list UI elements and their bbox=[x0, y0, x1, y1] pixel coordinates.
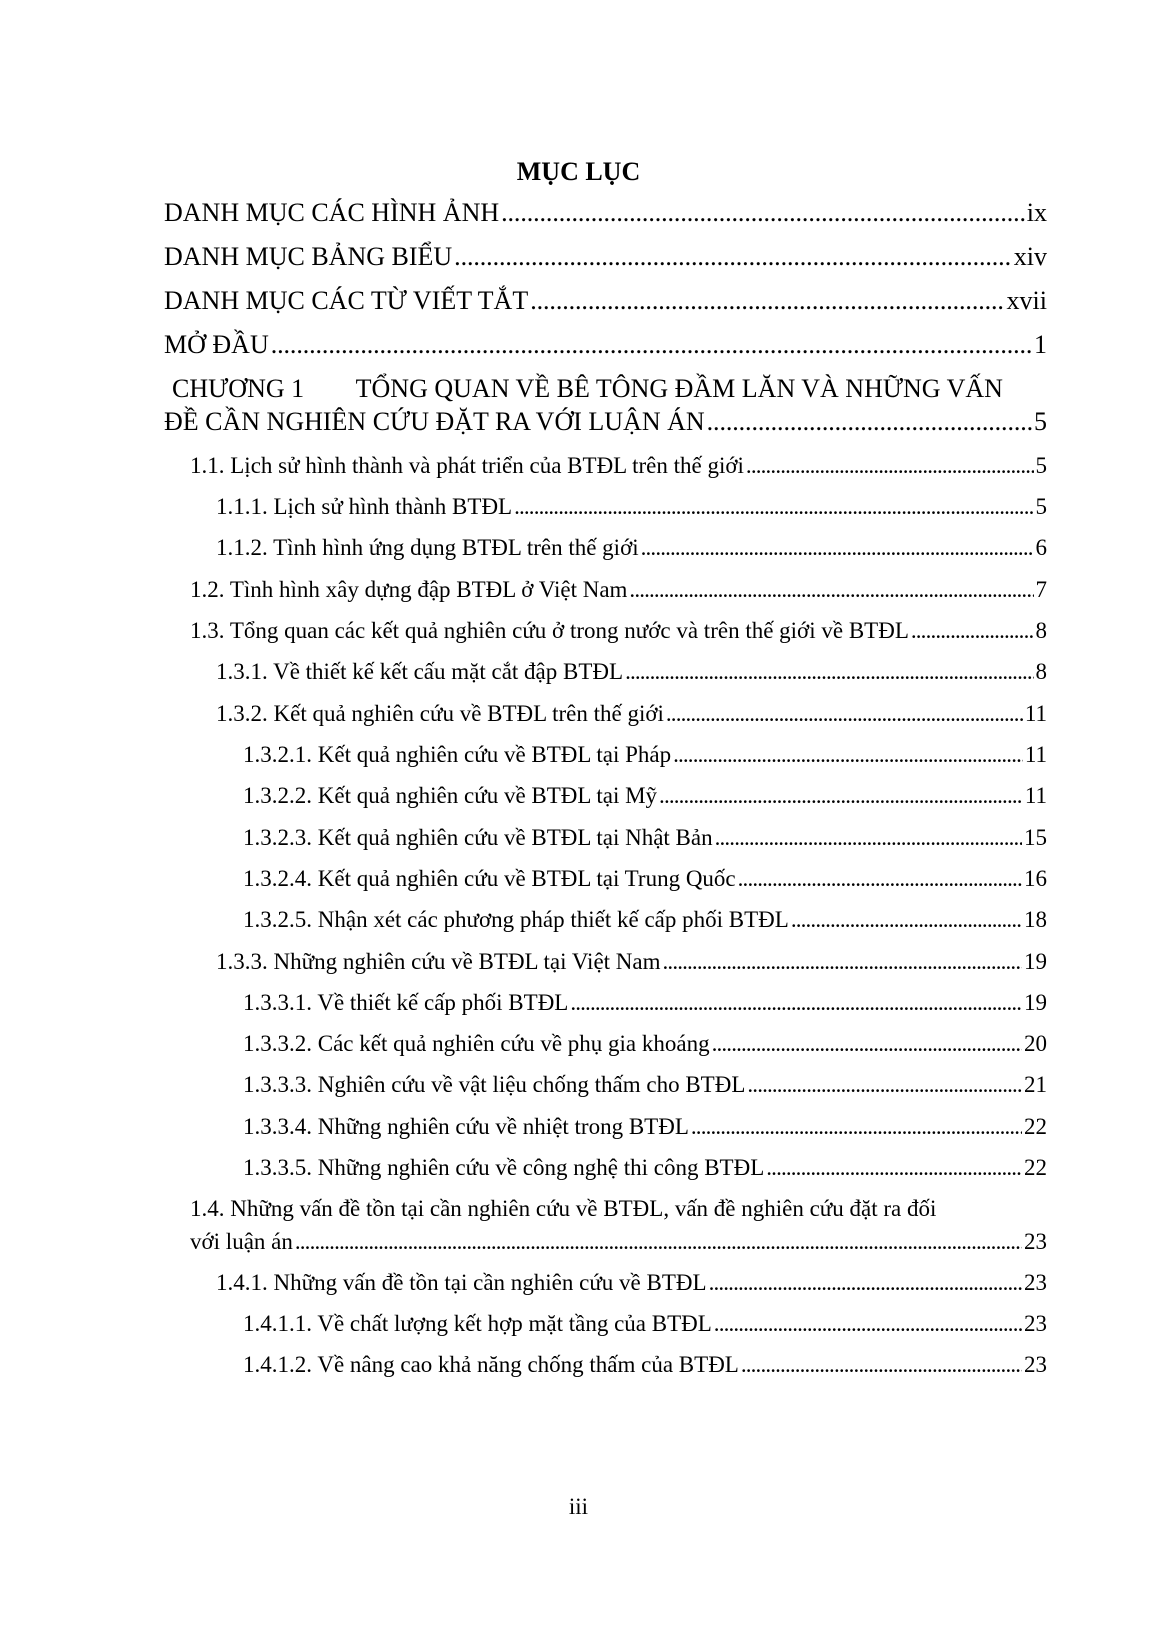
toc-entry-label: 1.3.2.2. Kết quả nghiên cứu về BTĐL tại Mỹ bbox=[243, 783, 658, 808]
toc-entry-abbreviations[interactable] bbox=[164, 284, 1047, 318]
toc-entry-page: 1 bbox=[1034, 330, 1047, 359]
toc-entry-page: 23 bbox=[1024, 1270, 1047, 1295]
toc-entry-page: 8 bbox=[1035, 618, 1047, 643]
toc-entry-page: 15 bbox=[1024, 825, 1047, 850]
toc-entry-label: 1.3.3. Những nghiên cứu về BTĐL tại Việt Nam bbox=[216, 949, 661, 974]
toc-entry-1-4[interactable] bbox=[190, 1227, 1047, 1257]
toc-entry-page: 19 bbox=[1024, 990, 1047, 1015]
toc-entry-label: 1.3. Tổng quan các kết quả nghiên cứu ở trong nước và trên thế giới về BTĐL bbox=[190, 618, 909, 643]
toc-entry-page: 20 bbox=[1024, 1031, 1047, 1056]
dot-leader bbox=[570, 988, 1022, 1018]
toc-entry-label: 1.3.2.4. Kết quả nghiên cứu về BTĐL tại Trung Quốc bbox=[243, 866, 736, 891]
toc-entry-page: 11 bbox=[1024, 701, 1047, 726]
toc-entry-1-3[interactable] bbox=[190, 616, 1047, 646]
dot-leader bbox=[629, 575, 1033, 605]
toc-entry-label: 1.3.2.5. Nhận xét các phương pháp thiết kế cấp phối BTĐL bbox=[243, 907, 789, 932]
dot-leader bbox=[530, 284, 1004, 318]
toc-entry-1-4-1-1[interactable] bbox=[243, 1309, 1047, 1339]
toc-entry-page: 23 bbox=[1024, 1229, 1047, 1254]
dot-leader bbox=[641, 533, 1034, 563]
dot-leader bbox=[295, 1227, 1022, 1257]
toc-entry-page: 11 bbox=[1024, 742, 1047, 767]
toc-entry-1-3-3-1[interactable] bbox=[243, 988, 1047, 1018]
toc-entry-label: 1.3.2.3. Kết quả nghiên cứu về BTĐL tại Nhật Bản bbox=[243, 825, 713, 850]
toc-entry-1-3-3-3[interactable] bbox=[243, 1070, 1047, 1100]
toc-entry-1-3-2-3[interactable] bbox=[243, 823, 1047, 853]
dot-leader bbox=[712, 1029, 1022, 1059]
toc-entry-label: 1.3.3.3. Nghiên cứu về vật liệu chống thấm cho BTĐL bbox=[243, 1072, 746, 1097]
dot-leader bbox=[691, 1112, 1022, 1142]
toc-entry-page: 23 bbox=[1024, 1311, 1047, 1336]
toc-entry-1-4-1[interactable] bbox=[216, 1268, 1047, 1298]
toc-entry-label: 1.4.1.1. Về chất lượng kết hợp mặt tầng của BTĐL bbox=[243, 1311, 712, 1336]
toc-entry-label: 1.2. Tình hình xây dựng đập BTĐL ở Việt Nam bbox=[190, 577, 628, 602]
dot-leader bbox=[766, 1153, 1022, 1183]
toc-entry-chapter1[interactable] bbox=[164, 405, 1047, 439]
toc-entry-page: 11 bbox=[1024, 783, 1047, 808]
toc-entry-1-1[interactable] bbox=[190, 451, 1047, 481]
toc-entry-label: 1.3.3.1. Về thiết kế cấp phối BTĐL bbox=[243, 990, 569, 1015]
toc-entry-page: 5 bbox=[1035, 453, 1047, 478]
toc-entry-1-3-2-4[interactable] bbox=[243, 864, 1047, 894]
toc-entry-page: xvii bbox=[1006, 286, 1047, 315]
toc-entry-1-3-3[interactable] bbox=[216, 947, 1047, 977]
toc-entry-1-3-1[interactable] bbox=[216, 657, 1047, 687]
toc-entry-label: 1.4.1. Những vấn đề tồn tại cần nghiên cứu về BTĐL bbox=[216, 1270, 707, 1295]
toc-entry-1-2[interactable] bbox=[190, 575, 1047, 605]
toc-entry-1-3-2-1[interactable] bbox=[243, 740, 1047, 770]
toc-entry-1-3-2-2[interactable] bbox=[243, 781, 1047, 811]
toc-entry-page: 22 bbox=[1024, 1114, 1047, 1139]
toc-entry-1-4-1-2[interactable] bbox=[243, 1350, 1047, 1380]
toc-entry-1-3-3-5[interactable] bbox=[243, 1153, 1047, 1183]
page-number: iii bbox=[568, 1494, 589, 1519]
dot-leader bbox=[741, 1350, 1022, 1380]
toc-entry-chapter1-line1[interactable]: CHƯƠNG 1 TỔNG QUAN VỀ BÊ TÔNG ĐẦM LĂN VÀ NHỮNG VẤN bbox=[172, 374, 1003, 403]
page-title: MỤC LỤC bbox=[516, 157, 641, 186]
toc-entry-label: DANH MỤC CÁC HÌNH ẢNH bbox=[164, 198, 500, 227]
dot-leader bbox=[746, 451, 1034, 481]
dot-leader bbox=[659, 781, 1023, 811]
dot-leader bbox=[666, 699, 1023, 729]
toc-entry-label: 1.1.2. Tình hình ứng dụng BTĐL trên thế giới bbox=[216, 535, 639, 560]
dot-leader bbox=[625, 657, 1033, 687]
dot-leader bbox=[673, 740, 1023, 770]
toc-entry-page: 5 bbox=[1035, 494, 1047, 519]
toc-entry-label: DANH MỤC BẢNG BIỂU bbox=[164, 242, 453, 271]
toc-entry-1-1-1[interactable] bbox=[216, 492, 1047, 522]
dot-leader bbox=[663, 947, 1022, 977]
toc-entry-label: DANH MỤC CÁC TỪ VIẾT TẮT bbox=[164, 286, 529, 315]
toc-entry-1-3-2[interactable] bbox=[216, 699, 1047, 729]
toc-entry-label: 1.3.3.5. Những nghiên cứu về công nghệ thi công BTĐL bbox=[243, 1155, 765, 1180]
toc-entry-1-3-3-4[interactable] bbox=[243, 1112, 1047, 1142]
toc-entry-label: 1.3.2. Kết quả nghiên cứu về BTĐL trên thế giới bbox=[216, 701, 664, 726]
toc-entry-page: 21 bbox=[1024, 1072, 1047, 1097]
toc-entry-page: 23 bbox=[1024, 1352, 1047, 1377]
toc-entry-label: 1.3.3.4. Những nghiên cứu về nhiệt trong BTĐL bbox=[243, 1114, 689, 1139]
toc-entry-page: 16 bbox=[1024, 866, 1047, 891]
toc-entry-1-3-2-5[interactable] bbox=[243, 905, 1047, 935]
dot-leader bbox=[747, 1070, 1022, 1100]
toc-entry-list-of-tables[interactable] bbox=[164, 240, 1047, 274]
dot-leader bbox=[454, 240, 1012, 274]
toc-entry-page: 18 bbox=[1024, 907, 1047, 932]
toc-entry-page: 19 bbox=[1024, 949, 1047, 974]
toc-entry-label: 1.4.1.2. Về nâng cao khả năng chống thấm của BTĐL bbox=[243, 1352, 739, 1377]
dot-leader bbox=[709, 1268, 1022, 1298]
toc-entry-page: 5 bbox=[1034, 407, 1047, 436]
toc-entry-label: 1.3.2.1. Kết quả nghiên cứu về BTĐL tại Pháp bbox=[243, 742, 672, 767]
toc-entry-page: 6 bbox=[1035, 535, 1047, 560]
toc-entry-page: xiv bbox=[1013, 242, 1047, 271]
toc-entry-page: 8 bbox=[1035, 659, 1047, 684]
toc-entry-label: 1.3.3.2. Các kết quả nghiên cứu về phụ gia khoáng bbox=[243, 1031, 710, 1056]
dot-leader bbox=[715, 823, 1022, 853]
toc-entry-label: MỞ ĐẦU bbox=[164, 330, 269, 359]
dot-leader bbox=[738, 864, 1022, 894]
toc-entry-label: ĐỀ CẦN NGHIÊN CỨU ĐẶT RA VỚI LUẬN ÁN bbox=[164, 407, 705, 436]
toc-entry-1-1-2[interactable] bbox=[216, 533, 1047, 563]
dot-leader bbox=[707, 405, 1032, 439]
dot-leader bbox=[791, 905, 1022, 935]
toc-entry-page: 7 bbox=[1035, 577, 1047, 602]
toc-entry-label: với luận án bbox=[190, 1229, 293, 1254]
dot-leader bbox=[271, 328, 1032, 362]
toc-entry-label: 1.1. Lịch sử hình thành và phát triển của BTĐL trên thế giới bbox=[190, 453, 744, 478]
toc-entry-list-of-figures[interactable] bbox=[164, 196, 1047, 230]
toc-entry-label: 1.1.1. Lịch sử hình thành BTĐL bbox=[216, 494, 513, 519]
toc-entry-1-4-line1[interactable]: 1.4. Những vấn đề tồn tại cần nghiên cứu về BTĐL, vấn đề nghiên cứu đặt ra đối bbox=[190, 1196, 937, 1221]
toc-entry-page: ix bbox=[1026, 198, 1047, 227]
dot-leader bbox=[514, 492, 1033, 522]
dot-leader bbox=[714, 1309, 1022, 1339]
toc-entry-page: 22 bbox=[1024, 1155, 1047, 1180]
dot-leader bbox=[501, 196, 1025, 230]
dot-leader bbox=[911, 616, 1034, 646]
toc-entry-introduction[interactable] bbox=[164, 328, 1047, 362]
toc-entry-1-3-3-2[interactable] bbox=[243, 1029, 1047, 1059]
toc-entry-label: 1.3.1. Về thiết kế kết cấu mặt cắt đập BTĐL bbox=[216, 659, 624, 684]
